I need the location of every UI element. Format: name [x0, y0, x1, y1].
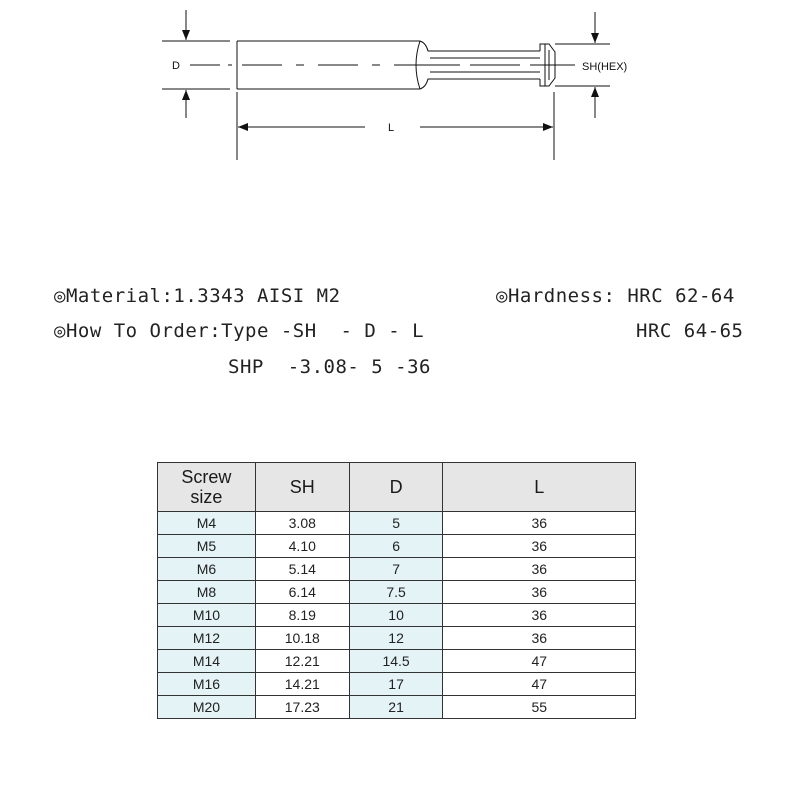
cell-screw-size: M5: [158, 535, 256, 558]
sh-label: SH(HEX): [582, 61, 628, 73]
cell-l: 36: [443, 627, 636, 650]
cell-l: 47: [443, 673, 636, 696]
material-spec: ◎Material:1.3343 AISI M2: [54, 285, 341, 307]
cell-d: 12: [349, 627, 443, 650]
cell-screw-size: M14: [158, 650, 256, 673]
d-arrowhead-top: [182, 30, 190, 40]
hardness-spec: ◎Hardness: HRC 62-64: [496, 285, 735, 307]
header-d: D: [349, 463, 443, 512]
cell-d: 21: [349, 696, 443, 719]
cell-screw-size: M20: [158, 696, 256, 719]
cell-screw-size: M6: [158, 558, 256, 581]
sh-arrowhead-bottom: [591, 87, 599, 97]
cell-l: 36: [443, 581, 636, 604]
neck-bottom-curve: [420, 79, 540, 89]
table-row: [158, 535, 636, 558]
cell-l: 36: [443, 604, 636, 627]
l-label: L: [388, 122, 395, 134]
d-label: D: [172, 60, 180, 72]
how-to-order-spec: ◎How To Order:Type -SH - D - L: [54, 320, 425, 342]
l-arrowhead-right: [543, 123, 553, 131]
cell-sh: 14.21: [255, 673, 349, 696]
neck-top-curve: [420, 41, 540, 51]
cell-l: 36: [443, 512, 636, 535]
table-row: [158, 604, 636, 627]
cell-sh: 12.21: [255, 650, 349, 673]
cell-sh: 4.10: [255, 535, 349, 558]
punch-technical-drawing: [0, 0, 800, 200]
cell-l: 55: [443, 696, 636, 719]
cell-screw-size: M12: [158, 627, 256, 650]
size-table: [157, 462, 636, 719]
cell-sh: 8.19: [255, 604, 349, 627]
cell-screw-size: M10: [158, 604, 256, 627]
cell-d: 10: [349, 604, 443, 627]
d-arrowhead-bottom: [182, 90, 190, 100]
table-row: [158, 673, 636, 696]
cell-screw-size: M8: [158, 581, 256, 604]
cell-d: 7: [349, 558, 443, 581]
table-row: [158, 558, 636, 581]
header-screw-size-line1: Screw: [181, 467, 232, 487]
hardness-alt-spec: HRC 64-65: [636, 320, 744, 342]
table-row: [158, 650, 636, 673]
order-example: SHP -3.08- 5 -36: [228, 356, 431, 378]
cell-sh: 17.23: [255, 696, 349, 719]
cell-sh: 6.14: [255, 581, 349, 604]
table-row: [158, 696, 636, 719]
cell-sh: 10.18: [255, 627, 349, 650]
table-row: [158, 581, 636, 604]
cell-screw-size: M4: [158, 512, 256, 535]
sh-arrowhead-top: [591, 33, 599, 43]
cell-l: 36: [443, 535, 636, 558]
header-sh: SH: [255, 463, 349, 512]
l-arrowhead-left: [238, 123, 248, 131]
table-row: [158, 512, 636, 535]
table-header-row: [158, 463, 636, 512]
header-screw-size-line2: size: [190, 487, 223, 507]
cell-sh: 3.08: [255, 512, 349, 535]
cell-sh: 5.14: [255, 558, 349, 581]
cell-d: 5: [349, 512, 443, 535]
cell-d: 6: [349, 535, 443, 558]
cell-d: 17: [349, 673, 443, 696]
header-screw-size: [158, 463, 256, 512]
cell-l: 36: [443, 558, 636, 581]
header-l: L: [443, 463, 636, 512]
cell-d: 14.5: [349, 650, 443, 673]
cell-l: 47: [443, 650, 636, 673]
table-row: [158, 627, 636, 650]
cell-d: 7.5: [349, 581, 443, 604]
cell-screw-size: M16: [158, 673, 256, 696]
